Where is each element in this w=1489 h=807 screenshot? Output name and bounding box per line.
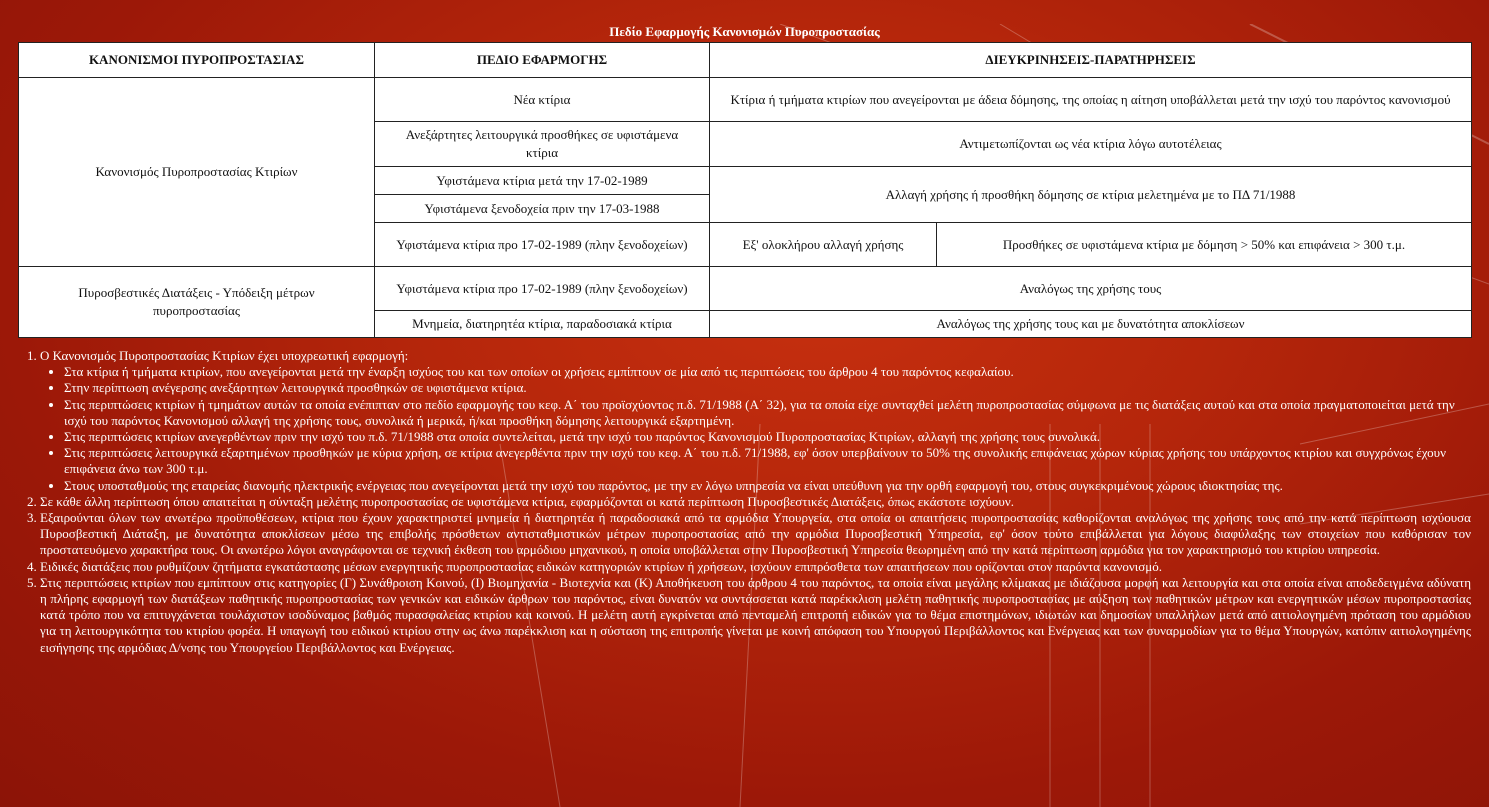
table-row bbox=[19, 267, 1472, 311]
remark-cell: Αντιμετωπίζονται ως νέα κτίρια λόγω αυτοτέλειας bbox=[710, 122, 1472, 167]
note-item: 2. Σε κάθε άλλη περίπτωση όπου απαιτείται η σύνταξη μελέτης πυροπροστασίας σε υφιστάμενα κτίρια, εφαρμόζονται οι κατά περίπτωση Πυροσβεστικές Διατάξεις, όπως εκάστοτε ισχύουν. bbox=[40, 494, 1471, 510]
scope-cell: Υφιστάμενα κτίρια προ 17-02-1989 (πλην ξενοδοχείων) bbox=[375, 267, 710, 311]
remark-cell-additions: Προσθήκες σε υφιστάμενα κτίρια με δόμηση > 50% και επιφάνεια > 300 τ.μ. bbox=[937, 223, 1472, 267]
bullet-item: • Στους υποσταθμούς της εταιρείας διανομής ηλεκτρικής ενέργειας που ανεγείρονται μετά την ισχύ του παρόντος, με την εν λόγω υπηρεσία να είναι υπεύθυνη για την ορθή εφαρμογή του, στους συγκεκριμένους χώρους ιδιοκτησίας της. bbox=[64, 478, 1471, 494]
bullet-item: • Στην περίπτωση ανέγερσης ανεξάρτητων λειτουργικά προσθηκών σε υφιστάμενα κτίρια. bbox=[64, 380, 1471, 396]
regulation-cell: Πυροσβεστικές Διατάξεις - Υπόδειξη μέτρων πυροπροστασίας bbox=[19, 267, 375, 338]
note-text: Ο Κανονισμός Πυροπροστασίας Κτιρίων έχει υποχρεωτική εφαρμογή: bbox=[40, 348, 409, 363]
header-scope: ΠΕΔΙΟ ΕΦΑΡΜΟΓΗΣ bbox=[375, 43, 710, 78]
scope-cell: Υφιστάμενα κτίρια μετά την 17-02-1989 bbox=[375, 167, 710, 195]
scope-cell: Μνημεία, διατηρητέα κτίρια, παραδοσιακά κτίρια bbox=[375, 311, 710, 338]
note-bullets bbox=[40, 364, 1471, 494]
scope-cell: Υφιστάμενα κτίρια προ 17-02-1989 (πλην ξενοδοχείων) bbox=[375, 223, 710, 267]
table-row bbox=[19, 78, 1472, 122]
remark-cell: Αναλόγως της χρήσης τους και με δυνατότητα αποκλίσεων bbox=[710, 311, 1472, 338]
remark-cell: Αναλόγως της χρήσης τους bbox=[710, 267, 1472, 311]
header-regulations: ΚΑΝΟΝΙΣΜΟΙ ΠΥΡΟΠΡΟΣΤΑΣΙΑΣ bbox=[19, 43, 375, 78]
note-item: 4. Ειδικές διατάξεις που ρυθμίζουν ζητήματα εγκατάστασης μέσων ενεργητικής πυροπροστασίας ειδικών κατηγοριών κτιρίων ή χρήσεων, ισχύουν επιπρόσθετα των απαιτήσεων που ορίζονται στον παρόντα κανονισμό. bbox=[40, 559, 1471, 575]
bullet-item: • Στις περιπτώσεις κτιρίων ανεγερθέντων πριν την ισχύ του π.δ. 71/1988 στα οποία συντελείται, μετά την ισχύ του παρόντος Κανονισμού Πυροπροστασίας Κτιρίων, αλλαγή της χρήσης τους συνολικά. bbox=[64, 429, 1471, 445]
remark-cell: Κτίρια ή τμήματα κτιρίων που ανεγείρονται με άδεια δόμησης, της οποίας η αίτηση υποβάλλεται μετά την ισχύ του παρόντος κανονισμού bbox=[710, 78, 1472, 122]
regulation-cell: Κανονισμός Πυροπροστασίας Κτιρίων bbox=[19, 78, 375, 267]
note-item: 3. Εξαιρούνται όλων των ανωτέρω προϋποθέσεων, κτίρια που έχουν χαρακτηριστεί μνημεία ή διατηρητέα ή παραδοσιακά από τα αρμόδια Υπουργεία, στα οποία οι απαιτήσεις πυροπροστασίας καθορίζονται αναλόγως της χρήσης τους από την κατά περίπτωση ισχύουσα Πυροσβεστική Διάταξη, με δυνατότητα αποκλίσεων μέσω της επιβολής πρόσθετων αντισταθμιστικών μέτρων πυροπροστασίας από την αρμόδια Πυροσβεστική Υπηρεσία, εφ' όσον τούτο επιβάλλεται για λόγους διαφύλαξης των στοιχείων που καθόρισαν τον προστατευόμενο χαρακτήρα τους. Οι ανωτέρω λόγοι αναγράφονται σε τεχνική έκθεση του αρμόδιου μηχανικού, η οποία υποβάλλεται στην Πυροσβεστική Υπηρεσία θεωρημένη από την κατά περίπτωση αρμόδια για τον χαρακτηρισμό του κτιρίου υπηρεσία. bbox=[40, 510, 1471, 559]
fire-regulations-table bbox=[18, 42, 1472, 338]
remark-cell-change-of-use: Εξ' ολοκλήρου αλλαγή χρήσης bbox=[710, 223, 937, 267]
bullet-item: • Στις περιπτώσεις κτιρίων ή τμημάτων αυτών τα οποία ενέπιπταν στο πεδίο εφαρμογής του κεφ. Α΄ του προϊσχύοντος π.δ. 71/1988 (Α΄ 32), για τα οποία είχε συνταχθεί μελέτη πυροπροστασίας σύμφωνα με τις διατάξεις αυτού και στα οποία πραγματοποιείται μετά την ισχύ του παρόντος Κανονισμού αλλαγή της χρήσης τους, συνολικά ή μερικά, ή/και προσθήκη δόμησης λειτουργικά εξαρτημένη. bbox=[64, 397, 1471, 429]
remark-cell: Αλλαγή χρήσης ή προσθήκη δόμησης σε κτίρια μελετημένα με το ΠΔ 71/1988 bbox=[710, 167, 1472, 223]
notes-list bbox=[18, 348, 1471, 656]
scope-cell: Υφιστάμενα ξενοδοχεία πριν την 17-03-1988 bbox=[375, 195, 710, 223]
bullet-item: • Στα κτίρια ή τμήματα κτιρίων, που ανεγείρονται μετά την έναρξη ισχύος του και των οποίων οι χρήσεις εμπίπτουν σε μία από τις περιπτώσεις του άρθρου 4 του παρόντος κεφαλαίου. bbox=[64, 364, 1471, 380]
note-item bbox=[40, 348, 1471, 494]
header-remarks: ΔΙΕΥΚΡΙΝΗΣΕΙΣ-ΠΑΡΑΤΗΡΗΣΕΙΣ bbox=[710, 43, 1472, 78]
page-title: Πεδίο Εφαρμογής Κανονισμών Πυροπροστασίας bbox=[609, 24, 880, 39]
scope-cell: Ανεξάρτητες λειτουργικά προσθήκες σε υφιστάμενα κτίρια bbox=[375, 122, 710, 167]
bullet-item: • Στις περιπτώσεις λειτουργικά εξαρτημένων προσθηκών με κύρια χρήση, σε κτίρια ανεγερθέντα πριν την ισχύ του κεφ. Α΄ του π.δ. 71/1988, εφ' όσον υπερβαίνουν το 50% της συνολικής επιφάνειας χώρων κύριας χρήσης του υπάρχοντος κτιρίου και συγχρόνως έχουν επιφάνεια άνω των 300 τ.μ. bbox=[64, 445, 1471, 477]
scope-cell: Νέα κτίρια bbox=[375, 78, 710, 122]
table-header-row bbox=[19, 43, 1472, 78]
note-item: 5. Στις περιπτώσεις κτιρίων που εμπίπτουν στις κατηγορίες (Γ) Συνάθροιση Κοινού, (Ι) Βιομηχανία - Βιοτεχνία και (Κ) Αποθήκευση του άρθρου 4 του παρόντος, τα οποία είναι μεγάλης κλίμακας με ιδιάζουσα μορφή και λειτουργία και στα οποία είναι αποδεδειγμένα αδύνατη η πλήρης εφαρμογή των διατάξεων παθητικής πυροπροστασίας των γενικών και ειδικών άρθρων του παρόντος, είναι δυνατόν να συντάσσεται κατά παρέκκλιση μελέτη παθητικής πυροπροστασίας με αύξηση των παθητικών μέτρων και ενεργητικών μέσων πυροπροστασίας κατά τρόπο που να επιτυγχάνεται τουλάχιστον ισοδύναμος βαθμός πυρασφαλείας κτιρίου και κοινού. Η μελέτη αυτή εγκρίνεται από πενταμελή επιτροπή ειδικών για το θέμα επιστημόνων, ιδιωτών και δημοσίων υπαλλήλων μετά από αιτιολογημένη πρόταση του αρμόδιου για τη λειτουργικότητα του κτιρίου φορέα. Η υπαγωγή του ειδικού κτιρίου στην ως άνω παρέκκλιση και η σύσταση της επιτροπής γίνεται με κοινή απόφαση του Υπουργού Περιβάλλοντος και Ενέργειας και των συναρμοδίων για το θέμα Υπουργών, κατόπιν αιτιολογημένης εισήγησης της αρμόδιας Δ/νσης του Υπουργείου Περιβάλλοντος και Ενέργειας. bbox=[40, 575, 1471, 656]
